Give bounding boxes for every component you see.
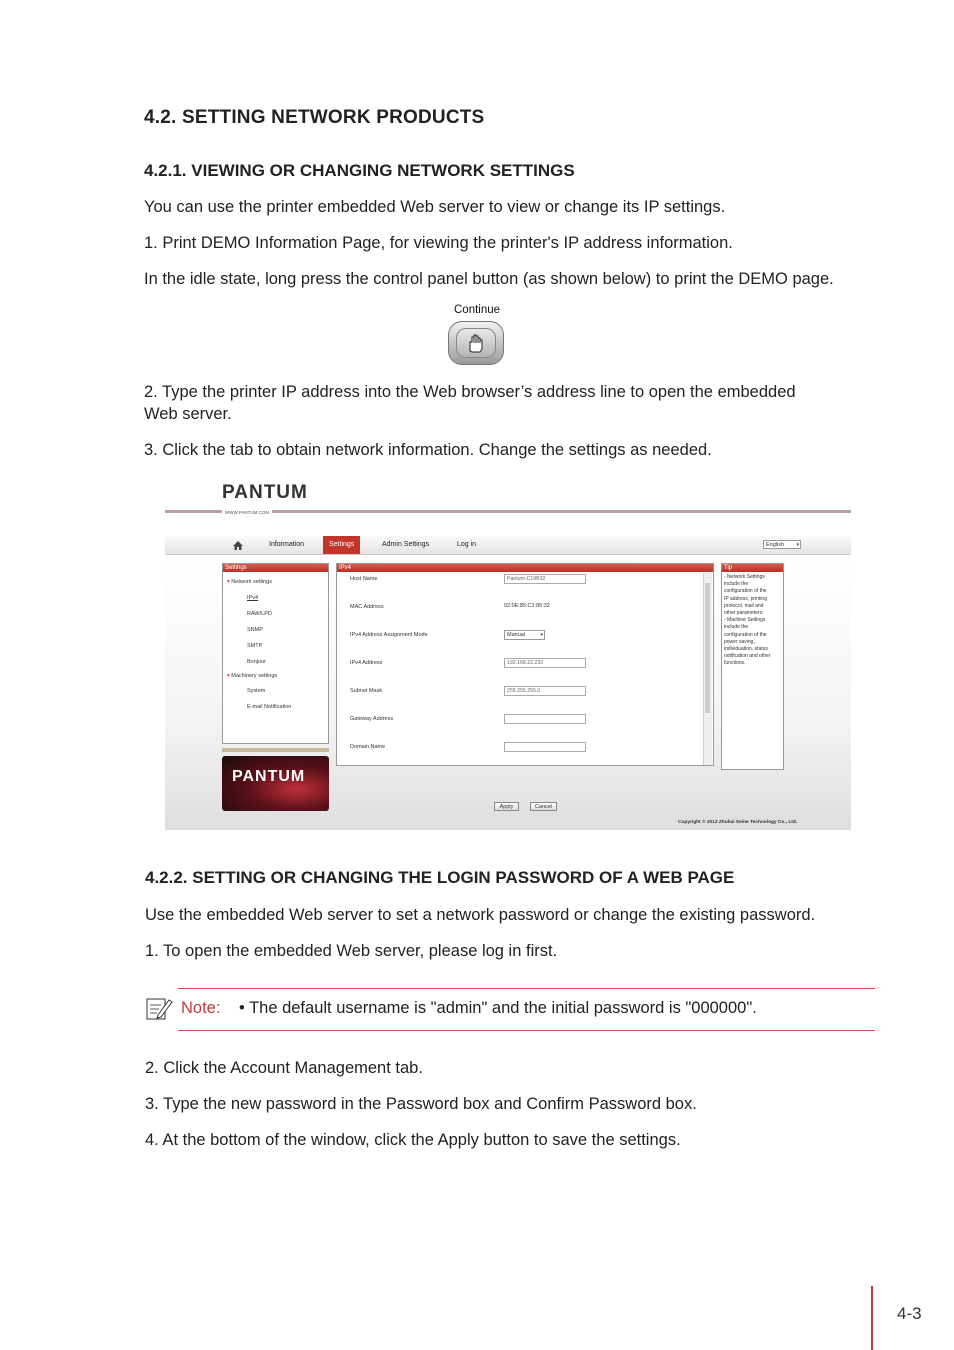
tip-header: Tip [722,564,783,572]
step-3: 3. Click the tab to obtain network information. Change the settings as needed. [144,441,712,459]
gateway-address-field[interactable] [504,714,586,724]
hand-icon [456,328,496,358]
label-domain-name: Domain Name [350,744,386,750]
pantum-logo: PANTUM [222,482,308,503]
assignment-mode-value: Manual [507,632,526,638]
intro-paragraph-2: Use the embedded Web server to set a network password or change the existing password. [145,906,816,924]
label-mac-address: MAC Address [350,604,384,610]
copyright: Copyright © 2012 Zhuhai Seine Technology Co., Ltd. [678,820,798,825]
web-server-screenshot [165,478,851,830]
subsection-title-4-2-2: 4.2.2. SETTING OR CHANGING THE LOGIN PASSWORD OF A WEB PAGE [145,868,735,887]
web-body [165,555,851,830]
apply-button[interactable]: Apply [494,802,519,811]
sidebar-group-network[interactable]: ▾ Network settings [227,579,272,585]
tip-line: power saving, [724,638,755,645]
tip-line: configuration of the [724,588,767,595]
sidebar-item-snmp[interactable]: SNMP [247,627,263,633]
home-icon[interactable] [232,540,244,551]
tip-line: include the [724,581,749,588]
tip-line: individuation, status [724,646,768,653]
cancel-button[interactable]: Cancel [530,802,557,811]
subsection-title-4-2-1: 4.2.1. VIEWING OR CHANGING NETWORK SETTINGS [144,161,575,180]
page-number: 4-3 [897,1304,922,1323]
nav-bar [165,536,851,555]
expand-triangle-icon: ▾ [227,673,232,679]
note-top-rule [178,988,875,989]
language-select[interactable] [763,540,801,549]
tab-admin-settings[interactable]: Admin Settings [382,541,430,548]
note-text: • The default username is "admin" and the initial password is "000000". [239,999,757,1017]
tip-line: protocol, mail and [724,602,764,609]
sidebar-group-machinery[interactable]: ▾ Machinery settings [227,673,278,679]
pantum-banner [222,756,329,811]
tip-panel [721,563,784,770]
step-2-line-2: Web server. [144,405,232,423]
sidebar-item-raw-lpd[interactable]: RAW/LPD [247,611,272,617]
domain-name-field[interactable] [504,742,586,752]
continue-button-figure [448,321,504,365]
tip-line: configuration of the [724,631,767,638]
step-3-password: 3. Type the new password in the Password box and Confirm Password box. [145,1095,697,1113]
tip-line: functions. [724,660,746,667]
tip-line: other parameters; [724,610,764,617]
pantum-url: WWW.PANTUM.COM [222,510,272,515]
scrollbar-thumb[interactable] [705,583,710,713]
label-subnet-mask: Subnet Mask [350,688,383,694]
tip-line: include the [724,624,749,631]
step-4-apply: 4. At the bottom of the window, click the Apply button to save the settings. [145,1131,681,1149]
intro-paragraph: You can use the printer embedded Web server to view or change its IP settings. [144,198,726,216]
expand-triangle-icon: ▾ [227,579,232,585]
language-value: English [766,542,785,548]
subnet-mask-field[interactable]: 255.255.255.0 [504,686,586,696]
continue-label: Continue [454,304,501,316]
sidebar-item-bonjour[interactable]: Bonjour [247,659,266,665]
label-assignment-mode: IPv4 Address Assignment Mode [350,632,428,638]
section-title: 4.2. SETTING NETWORK PRODUCTS [144,107,485,128]
step-1: 1. Print DEMO Information Page, for viewing the printer's IP address information. [144,234,733,252]
sidebar-item-system[interactable]: System [247,688,266,694]
tip-line: IP address, printing [724,595,767,602]
form-scrollbar[interactable] [703,573,712,765]
label-ipv4-address: IPv4 Address [350,660,383,666]
sidebar-item-smtp[interactable]: SMTP [247,643,263,649]
step-1-login: 1. To open the embedded Web server, please log in first. [145,942,558,960]
sidebar-panel [222,563,329,744]
ipv4-form-panel [336,563,714,766]
continue-button-face [456,328,496,358]
note-bottom-rule [178,1030,875,1031]
step-2-line-1: 2. Type the printer IP address into the Web browser’s address line to open the embedded [144,383,796,401]
form-header: IPv4 [337,564,713,572]
note-label: Note: [181,999,221,1017]
label-gateway-address: Gateway Address [350,716,394,722]
note-pencil-icon [145,995,173,1021]
assignment-mode-select[interactable] [504,630,545,640]
tab-log-in[interactable]: Log in [457,541,477,548]
step-1-note: In the idle state, long press the control panel button (as shown below) to print the DEMO page. [144,270,834,288]
step-2-account: 2. Click the Account Management tab. [145,1059,423,1077]
sidebar-item-ipv4[interactable]: IPv4 [247,595,259,601]
label-host-name: Host Name [350,576,378,582]
chevron-down-icon: ▾ [540,632,543,638]
page-number-bar [871,1286,873,1350]
sidebar-item-email-notification[interactable]: E-mail Notification [247,704,292,710]
sidebar-header: Settings [223,564,328,572]
tip-line: - Machine Settings [724,617,766,624]
ipv4-address-field[interactable]: 192.168.22.233 [504,658,586,668]
banner-logo: PANTUM [232,768,306,785]
tip-text [722,572,783,670]
tab-settings[interactable]: Settings [323,536,360,554]
sidebar-divider [222,748,329,752]
tip-line: - Network Settings [724,574,765,580]
tip-line: notification and other [724,653,771,660]
host-name-field[interactable]: Pantum-C19B32 [504,574,586,584]
mac-address-value: 02:0E:85:C1:85:32 [504,603,550,609]
chevron-down-icon: ▾ [796,542,799,548]
tab-information[interactable]: Information [269,541,305,548]
